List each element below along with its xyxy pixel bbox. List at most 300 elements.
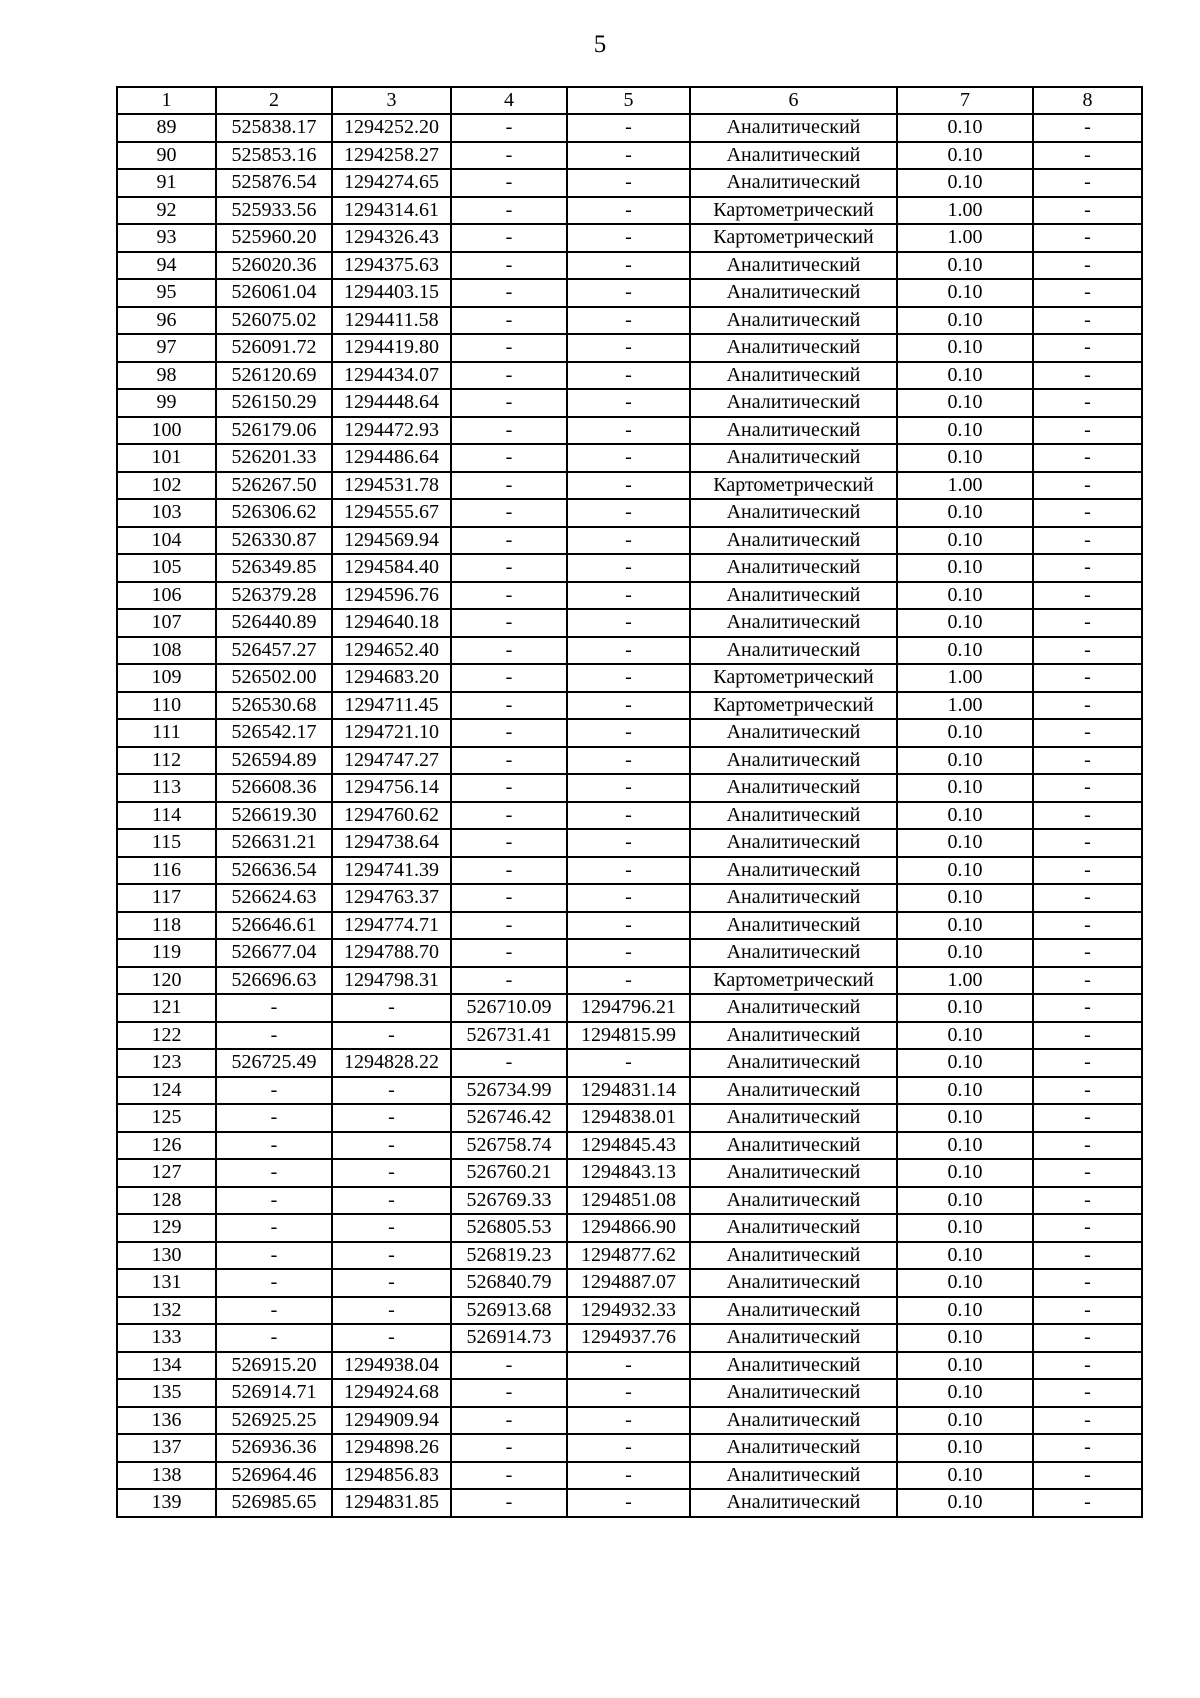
table-cell-col-7: 0.10 <box>897 582 1033 610</box>
table-cell-col-4: - <box>451 1379 567 1407</box>
table-cell-col-5: - <box>567 1462 690 1490</box>
table-cell-col-1: 130 <box>117 1242 216 1270</box>
table-row <box>117 774 1142 802</box>
table-cell-col-6: Аналитический <box>690 747 897 775</box>
table-row <box>117 1434 1142 1462</box>
table-cell-col-7: 0.10 <box>897 1187 1033 1215</box>
table-cell-col-8: - <box>1033 747 1142 775</box>
table-row <box>117 472 1142 500</box>
table-cell-col-8: - <box>1033 1214 1142 1242</box>
table-cell-col-8: - <box>1033 1022 1142 1050</box>
table-cell-col-8: - <box>1033 499 1142 527</box>
table-cell-col-8: - <box>1033 939 1142 967</box>
table-cell-col-2: - <box>216 1269 332 1297</box>
table-cell-col-1: 127 <box>117 1159 216 1187</box>
table-cell-col-8: - <box>1033 967 1142 995</box>
table-cell-col-7: 0.10 <box>897 1434 1033 1462</box>
table-cell-col-6: Аналитический <box>690 1049 897 1077</box>
table-cell-col-5: - <box>567 1352 690 1380</box>
table-cell-col-1: 109 <box>117 664 216 692</box>
table-cell-col-1: 128 <box>117 1187 216 1215</box>
table-cell-col-2: 526677.04 <box>216 939 332 967</box>
table-cell-col-6: Картометрический <box>690 472 897 500</box>
table-cell-col-7: 0.10 <box>897 774 1033 802</box>
table-cell-col-6: Аналитический <box>690 114 897 142</box>
table-cell-col-3: 1294569.94 <box>332 527 451 555</box>
table-cell-col-4: - <box>451 719 567 747</box>
table-cell-col-1: 125 <box>117 1104 216 1132</box>
table-cell-col-3: 1294683.20 <box>332 664 451 692</box>
table-cell-col-7: 0.10 <box>897 719 1033 747</box>
table-cell-col-8: - <box>1033 1159 1142 1187</box>
table-cell-col-6: Аналитический <box>690 1407 897 1435</box>
table-row <box>117 829 1142 857</box>
table-cell-col-8: - <box>1033 197 1142 225</box>
table-cell-col-5: - <box>567 279 690 307</box>
table-cell-col-6: Аналитический <box>690 1132 897 1160</box>
table-cell-col-1: 89 <box>117 114 216 142</box>
table-cell-col-3: - <box>332 1214 451 1242</box>
table-cell-col-3: 1294258.27 <box>332 142 451 170</box>
table-row <box>117 719 1142 747</box>
table-cell-col-4: - <box>451 637 567 665</box>
table-cell-col-4: 526840.79 <box>451 1269 567 1297</box>
table-row <box>117 1159 1142 1187</box>
table-cell-col-6: Аналитический <box>690 637 897 665</box>
table-cell-col-3: 1294898.26 <box>332 1434 451 1462</box>
table-cell-col-2: - <box>216 1187 332 1215</box>
table-cell-col-7: 0.10 <box>897 444 1033 472</box>
table-cell-col-2: 526267.50 <box>216 472 332 500</box>
table-row <box>117 554 1142 582</box>
table-cell-col-7: 0.10 <box>897 1132 1033 1160</box>
table-cell-col-4: - <box>451 802 567 830</box>
column-header-3: 3 <box>332 87 451 114</box>
table-cell-col-6: Аналитический <box>690 1187 897 1215</box>
table-cell-col-3: 1294419.80 <box>332 334 451 362</box>
table-cell-col-3: 1294640.18 <box>332 609 451 637</box>
table-cell-col-7: 0.10 <box>897 1462 1033 1490</box>
table-cell-col-2: 526696.63 <box>216 967 332 995</box>
table-cell-col-5: 1294932.33 <box>567 1297 690 1325</box>
table-cell-col-8: - <box>1033 472 1142 500</box>
table-cell-col-5: - <box>567 802 690 830</box>
table-cell-col-5: 1294843.13 <box>567 1159 690 1187</box>
table-cell-col-6: Аналитический <box>690 1022 897 1050</box>
table-row <box>117 664 1142 692</box>
table-cell-col-4: - <box>451 142 567 170</box>
table-cell-col-7: 0.10 <box>897 1379 1033 1407</box>
table-cell-col-8: - <box>1033 1077 1142 1105</box>
table-cell-col-2: 526349.85 <box>216 554 332 582</box>
column-header-8: 8 <box>1033 87 1142 114</box>
table-row <box>117 1187 1142 1215</box>
table-cell-col-6: Аналитический <box>690 279 897 307</box>
table-cell-col-7: 0.10 <box>897 307 1033 335</box>
table-cell-col-1: 99 <box>117 389 216 417</box>
table-cell-col-6: Аналитический <box>690 609 897 637</box>
table-cell-col-2: 526964.46 <box>216 1462 332 1490</box>
table-cell-col-2: 526915.20 <box>216 1352 332 1380</box>
table-cell-col-7: 0.10 <box>897 912 1033 940</box>
table-cell-col-2: 526091.72 <box>216 334 332 362</box>
table-cell-col-3: - <box>332 1269 451 1297</box>
table-cell-col-1: 112 <box>117 747 216 775</box>
table-cell-col-1: 121 <box>117 994 216 1022</box>
table-cell-col-2: - <box>216 1242 332 1270</box>
table-cell-col-4: - <box>451 609 567 637</box>
table-cell-col-7: 0.10 <box>897 1022 1033 1050</box>
table-cell-col-7: 0.10 <box>897 1214 1033 1242</box>
table-row <box>117 967 1142 995</box>
table-row <box>117 307 1142 335</box>
table-cell-col-5: - <box>567 829 690 857</box>
table-cell-col-2: 526330.87 <box>216 527 332 555</box>
table-cell-col-5: - <box>567 527 690 555</box>
table-cell-col-6: Картометрический <box>690 224 897 252</box>
table-cell-col-3: - <box>332 1324 451 1352</box>
table-cell-col-7: 1.00 <box>897 472 1033 500</box>
table-cell-col-4: 526746.42 <box>451 1104 567 1132</box>
table-cell-col-6: Аналитический <box>690 802 897 830</box>
table-cell-col-2: 526594.89 <box>216 747 332 775</box>
table-cell-col-5: 1294796.21 <box>567 994 690 1022</box>
table-cell-col-1: 139 <box>117 1489 216 1517</box>
table-cell-col-4: - <box>451 169 567 197</box>
table-cell-col-3: 1294434.07 <box>332 362 451 390</box>
column-header-1: 1 <box>117 87 216 114</box>
table-cell-col-4: - <box>451 527 567 555</box>
table-cell-col-3: 1294909.94 <box>332 1407 451 1435</box>
table-cell-col-8: - <box>1033 994 1142 1022</box>
table-cell-col-1: 117 <box>117 884 216 912</box>
table-cell-col-2: 525933.56 <box>216 197 332 225</box>
table-cell-col-6: Аналитический <box>690 334 897 362</box>
table-cell-col-4: - <box>451 334 567 362</box>
table-cell-col-8: - <box>1033 417 1142 445</box>
table-cell-col-1: 115 <box>117 829 216 857</box>
table-cell-col-3: - <box>332 1297 451 1325</box>
table-cell-col-3: 1294486.64 <box>332 444 451 472</box>
table-cell-col-8: - <box>1033 719 1142 747</box>
table-cell-col-1: 126 <box>117 1132 216 1160</box>
table-cell-col-1: 129 <box>117 1214 216 1242</box>
table-cell-col-4: - <box>451 197 567 225</box>
table-cell-col-4: 526805.53 <box>451 1214 567 1242</box>
table-cell-col-1: 111 <box>117 719 216 747</box>
table-cell-col-1: 122 <box>117 1022 216 1050</box>
table-row <box>117 1324 1142 1352</box>
table-row <box>117 142 1142 170</box>
table-row <box>117 224 1142 252</box>
table-cell-col-4: - <box>451 857 567 885</box>
table-cell-col-6: Аналитический <box>690 1214 897 1242</box>
table-cell-col-5: - <box>567 884 690 912</box>
table-cell-col-4: - <box>451 1352 567 1380</box>
table-cell-col-8: - <box>1033 1324 1142 1352</box>
table-row <box>117 334 1142 362</box>
table-cell-col-4: - <box>451 444 567 472</box>
table-cell-col-6: Картометрический <box>690 692 897 720</box>
table-cell-col-4: - <box>451 417 567 445</box>
table-cell-col-2: 526457.27 <box>216 637 332 665</box>
table-cell-col-1: 136 <box>117 1407 216 1435</box>
table-cell-col-3: 1294763.37 <box>332 884 451 912</box>
table-row <box>117 912 1142 940</box>
table-cell-col-2: 526985.65 <box>216 1489 332 1517</box>
table-cell-col-2: 526542.17 <box>216 719 332 747</box>
table-cell-col-1: 106 <box>117 582 216 610</box>
table-cell-col-6: Аналитический <box>690 307 897 335</box>
table-cell-col-4: - <box>451 939 567 967</box>
table-cell-col-1: 124 <box>117 1077 216 1105</box>
table-cell-col-8: - <box>1033 1352 1142 1380</box>
table-cell-col-8: - <box>1033 307 1142 335</box>
table-cell-col-7: 0.10 <box>897 747 1033 775</box>
table-cell-col-3: 1294721.10 <box>332 719 451 747</box>
table-cell-col-6: Аналитический <box>690 389 897 417</box>
table-cell-col-7: 0.10 <box>897 1242 1033 1270</box>
table-cell-col-2: - <box>216 1022 332 1050</box>
table-cell-col-5: 1294831.14 <box>567 1077 690 1105</box>
table-cell-col-2: 526636.54 <box>216 857 332 885</box>
table-row <box>117 527 1142 555</box>
table-cell-col-1: 100 <box>117 417 216 445</box>
table-cell-col-5: - <box>567 692 690 720</box>
table-cell-col-2: 526502.00 <box>216 664 332 692</box>
table-cell-col-4: - <box>451 224 567 252</box>
table-row <box>117 114 1142 142</box>
table-cell-col-6: Аналитический <box>690 1462 897 1490</box>
table-cell-col-6: Аналитический <box>690 1242 897 1270</box>
table-cell-col-8: - <box>1033 169 1142 197</box>
table-cell-col-6: Аналитический <box>690 142 897 170</box>
table-cell-col-2: 526201.33 <box>216 444 332 472</box>
table-cell-col-3: 1294596.76 <box>332 582 451 610</box>
table-cell-col-6: Аналитический <box>690 829 897 857</box>
table-cell-col-8: - <box>1033 884 1142 912</box>
table-cell-col-2: 526925.25 <box>216 1407 332 1435</box>
table-cell-col-5: - <box>567 747 690 775</box>
table-cell-col-1: 137 <box>117 1434 216 1462</box>
table-cell-col-2: - <box>216 1077 332 1105</box>
table-cell-col-5: - <box>567 967 690 995</box>
table-cell-col-6: Аналитический <box>690 582 897 610</box>
table-cell-col-4: - <box>451 1407 567 1435</box>
table-cell-col-4: 526734.99 <box>451 1077 567 1105</box>
table-cell-col-4: - <box>451 472 567 500</box>
table-cell-col-8: - <box>1033 829 1142 857</box>
table-cell-col-8: - <box>1033 1242 1142 1270</box>
table-cell-col-5: - <box>567 637 690 665</box>
table-cell-col-5: 1294887.07 <box>567 1269 690 1297</box>
table-cell-col-3: - <box>332 1104 451 1132</box>
table-cell-col-6: Аналитический <box>690 527 897 555</box>
table-cell-col-2: - <box>216 1159 332 1187</box>
table-cell-col-4: 526769.33 <box>451 1187 567 1215</box>
table-cell-col-3: 1294924.68 <box>332 1379 451 1407</box>
table-cell-col-2: 526619.30 <box>216 802 332 830</box>
table-cell-col-8: - <box>1033 1132 1142 1160</box>
table-cell-col-5: - <box>567 1407 690 1435</box>
table-row <box>117 884 1142 912</box>
table-cell-col-8: - <box>1033 252 1142 280</box>
table-row <box>117 1242 1142 1270</box>
table-cell-col-2: 526020.36 <box>216 252 332 280</box>
table-cell-col-7: 0.10 <box>897 994 1033 1022</box>
table-cell-col-4: - <box>451 747 567 775</box>
table-cell-col-6: Картометрический <box>690 664 897 692</box>
table-cell-col-7: 0.10 <box>897 1489 1033 1517</box>
table-row <box>117 1132 1142 1160</box>
table-cell-col-4: - <box>451 664 567 692</box>
table-cell-col-1: 92 <box>117 197 216 225</box>
table-cell-col-4: 526914.73 <box>451 1324 567 1352</box>
table-row <box>117 1407 1142 1435</box>
table-cell-col-7: 1.00 <box>897 967 1033 995</box>
table-cell-col-7: 0.10 <box>897 114 1033 142</box>
table-cell-col-4: - <box>451 1049 567 1077</box>
table-cell-col-7: 1.00 <box>897 692 1033 720</box>
table-cell-col-2: - <box>216 1297 332 1325</box>
table-cell-col-4: 526758.74 <box>451 1132 567 1160</box>
table-row <box>117 1489 1142 1517</box>
table-cell-col-4: - <box>451 362 567 390</box>
table-cell-col-3: 1294760.62 <box>332 802 451 830</box>
table-cell-col-5: - <box>567 857 690 885</box>
table-cell-col-5: - <box>567 142 690 170</box>
table-cell-col-8: - <box>1033 1379 1142 1407</box>
table-cell-col-5: - <box>567 582 690 610</box>
table-cell-col-2: 526075.02 <box>216 307 332 335</box>
table-cell-col-3: 1294448.64 <box>332 389 451 417</box>
table-cell-col-5: - <box>567 1379 690 1407</box>
table-row <box>117 1104 1142 1132</box>
table-cell-col-3: 1294584.40 <box>332 554 451 582</box>
table-cell-col-5: - <box>567 939 690 967</box>
table-cell-col-8: - <box>1033 1462 1142 1490</box>
column-header-4: 4 <box>451 87 567 114</box>
table-cell-col-2: 525960.20 <box>216 224 332 252</box>
table-cell-col-5: 1294851.08 <box>567 1187 690 1215</box>
table-cell-col-1: 123 <box>117 1049 216 1077</box>
table-cell-col-1: 97 <box>117 334 216 362</box>
table-cell-col-6: Аналитический <box>690 499 897 527</box>
table-cell-col-4: - <box>451 829 567 857</box>
table-cell-col-1: 107 <box>117 609 216 637</box>
table-cell-col-8: - <box>1033 362 1142 390</box>
table-row <box>117 802 1142 830</box>
table-cell-col-6: Аналитический <box>690 1297 897 1325</box>
table-cell-col-3: 1294403.15 <box>332 279 451 307</box>
table-cell-col-7: 0.10 <box>897 1049 1033 1077</box>
table-row <box>117 1077 1142 1105</box>
table-cell-col-3: 1294711.45 <box>332 692 451 720</box>
table-cell-col-8: - <box>1033 1104 1142 1132</box>
table-cell-col-2: 526379.28 <box>216 582 332 610</box>
column-header-6: 6 <box>690 87 897 114</box>
table-cell-col-8: - <box>1033 802 1142 830</box>
table-row <box>117 417 1142 445</box>
table-cell-col-3: 1294798.31 <box>332 967 451 995</box>
table-cell-col-5: 1294937.76 <box>567 1324 690 1352</box>
table-cell-col-7: 0.10 <box>897 939 1033 967</box>
table-cell-col-6: Аналитический <box>690 719 897 747</box>
table-cell-col-2: 526120.69 <box>216 362 332 390</box>
table-cell-col-2: 526061.04 <box>216 279 332 307</box>
table-cell-col-6: Аналитический <box>690 1104 897 1132</box>
table-cell-col-5: - <box>567 307 690 335</box>
table-cell-col-7: 0.10 <box>897 389 1033 417</box>
table-cell-col-8: - <box>1033 1434 1142 1462</box>
table-cell-col-4: 526710.09 <box>451 994 567 1022</box>
table-cell-col-1: 91 <box>117 169 216 197</box>
table-cell-col-8: - <box>1033 664 1142 692</box>
table-cell-col-2: 526440.89 <box>216 609 332 637</box>
table-cell-col-1: 131 <box>117 1269 216 1297</box>
table-cell-col-5: - <box>567 252 690 280</box>
table-cell-col-4: - <box>451 307 567 335</box>
table-cell-col-8: - <box>1033 389 1142 417</box>
table-cell-col-7: 0.10 <box>897 1407 1033 1435</box>
table-cell-col-4: 526760.21 <box>451 1159 567 1187</box>
table-cell-col-2: - <box>216 1132 332 1160</box>
table-cell-col-6: Аналитический <box>690 994 897 1022</box>
table-cell-col-8: - <box>1033 224 1142 252</box>
table-cell-col-2: 526608.36 <box>216 774 332 802</box>
table-cell-col-8: - <box>1033 1049 1142 1077</box>
table-cell-col-7: 0.10 <box>897 142 1033 170</box>
table-cell-col-3: - <box>332 1077 451 1105</box>
table-cell-col-7: 1.00 <box>897 664 1033 692</box>
table-cell-col-3: 1294652.40 <box>332 637 451 665</box>
table-cell-col-4: 526819.23 <box>451 1242 567 1270</box>
coordinates-table <box>116 86 1143 1518</box>
table-cell-col-4: - <box>451 692 567 720</box>
table-cell-col-5: 1294845.43 <box>567 1132 690 1160</box>
table-cell-col-1: 114 <box>117 802 216 830</box>
table-cell-col-1: 132 <box>117 1297 216 1325</box>
table-cell-col-7: 0.10 <box>897 609 1033 637</box>
table-cell-col-2: 526306.62 <box>216 499 332 527</box>
table-cell-col-1: 105 <box>117 554 216 582</box>
table-cell-col-3: 1294747.27 <box>332 747 451 775</box>
table-cell-col-2: 525838.17 <box>216 114 332 142</box>
table-cell-col-7: 0.10 <box>897 884 1033 912</box>
table-cell-col-7: 0.10 <box>897 1297 1033 1325</box>
table-cell-col-6: Аналитический <box>690 912 897 940</box>
table-cell-col-7: 0.10 <box>897 1269 1033 1297</box>
table-cell-col-6: Аналитический <box>690 1077 897 1105</box>
table-cell-col-8: - <box>1033 1269 1142 1297</box>
table-row <box>117 939 1142 967</box>
table-cell-col-5: 1294815.99 <box>567 1022 690 1050</box>
table-cell-col-4: - <box>451 389 567 417</box>
table-cell-col-6: Аналитический <box>690 1159 897 1187</box>
table-cell-col-3: - <box>332 1022 451 1050</box>
table-cell-col-3: 1294774.71 <box>332 912 451 940</box>
table-cell-col-4: - <box>451 252 567 280</box>
table-cell-col-4: 526913.68 <box>451 1297 567 1325</box>
table-cell-col-3: 1294828.22 <box>332 1049 451 1077</box>
table-cell-col-5: 1294838.01 <box>567 1104 690 1132</box>
table-cell-col-1: 90 <box>117 142 216 170</box>
table-row <box>117 1049 1142 1077</box>
table-row <box>117 279 1142 307</box>
table-cell-col-7: 0.10 <box>897 362 1033 390</box>
table-cell-col-8: - <box>1033 774 1142 802</box>
table-cell-col-1: 93 <box>117 224 216 252</box>
